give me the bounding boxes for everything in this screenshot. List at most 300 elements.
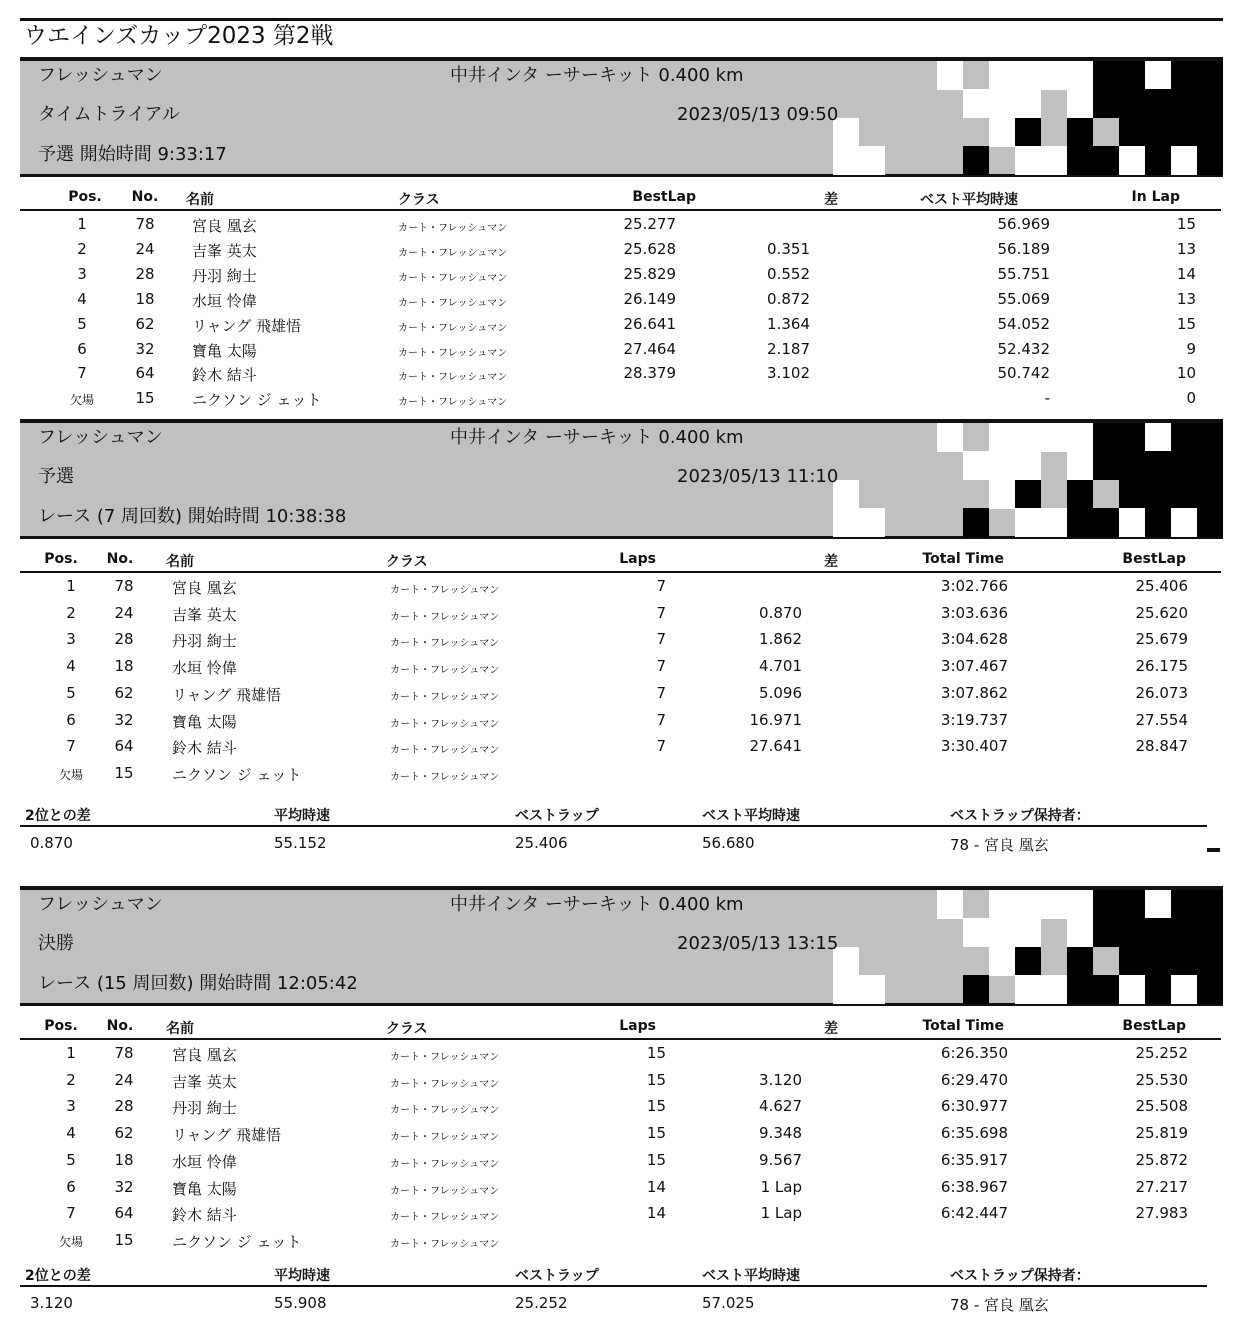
class-cell: カート・フレッシュマン — [390, 691, 500, 703]
number-cell: 28 — [114, 630, 134, 649]
table-row — [20, 362, 1221, 387]
summary-value: 56.680 — [702, 834, 755, 852]
gap-cell: 2.187 — [767, 339, 810, 358]
checker-square — [1145, 480, 1171, 509]
checker-square — [937, 890, 963, 919]
number-cell: 64 — [135, 364, 155, 383]
pos-cell: 1 — [77, 215, 87, 233]
col7-cell: 9 — [1186, 339, 1196, 358]
checker-square — [989, 480, 1015, 509]
column-header: No. — [106, 551, 134, 567]
table-row — [20, 762, 1221, 787]
column-header: クラス — [386, 554, 428, 570]
col4-cell: 7 — [656, 603, 666, 622]
checker-square — [1015, 61, 1041, 90]
checker-square — [1119, 947, 1145, 976]
checker-square — [989, 890, 1015, 919]
checker-square — [1041, 975, 1067, 1004]
checker-square — [1171, 118, 1197, 147]
table-row — [20, 313, 1221, 338]
summary-value: 55.152 — [274, 834, 327, 852]
table-row — [20, 735, 1221, 760]
checker-square — [937, 61, 963, 90]
checker-square — [1145, 508, 1171, 537]
column-header: BestLap — [632, 189, 696, 205]
number-cell: 24 — [114, 1070, 134, 1089]
pos-cell: 欠場 — [69, 393, 94, 408]
checker-square — [989, 947, 1015, 976]
class-cell: カート・フレッシュマン — [390, 1185, 500, 1197]
driver-name: リャング 飛雄悟 — [172, 685, 282, 704]
col6-cell: 3:04.628 — [940, 630, 1008, 649]
checker-square — [833, 508, 859, 537]
checker-square — [1015, 89, 1041, 118]
gap-cell: 1 Lap — [760, 1177, 802, 1196]
column-header: Pos. — [68, 189, 102, 205]
table-row — [20, 1149, 1221, 1174]
checker-square — [1093, 508, 1119, 537]
summary-values — [20, 832, 1207, 856]
summary-value: 78 - 宮良 凰玄 — [950, 836, 1049, 854]
summary-value: 25.406 — [515, 834, 568, 852]
checker-square — [1171, 918, 1197, 947]
gap-cell: 3.120 — [759, 1070, 802, 1089]
table-row — [20, 387, 1221, 412]
checker-square — [963, 975, 989, 1004]
summary-value: 55.908 — [274, 1294, 327, 1312]
checker-square — [1197, 975, 1223, 1004]
checker-square — [1093, 451, 1119, 480]
checker-square — [1145, 918, 1171, 947]
col6-cell: 55.751 — [997, 264, 1050, 283]
results-table-header — [20, 543, 1221, 573]
checker-square — [1145, 890, 1171, 919]
gap-cell: 16.971 — [749, 710, 802, 729]
pos-cell: 6 — [66, 710, 76, 729]
number-cell: 15 — [114, 763, 134, 782]
column-header: 差 — [824, 554, 838, 570]
col7-cell: 25.530 — [1135, 1070, 1188, 1089]
class-cell: カート・フレッシュマン — [398, 372, 508, 384]
checker-square — [1197, 451, 1223, 480]
gap-cell: 9.567 — [759, 1150, 802, 1169]
col6-cell: 3:02.766 — [940, 577, 1008, 595]
pos-cell: 5 — [77, 314, 87, 333]
summary-label: ベスト平均時速 — [702, 1268, 800, 1284]
col6-cell: 3:07.467 — [940, 657, 1008, 676]
number-cell: 15 — [135, 389, 155, 408]
col7-cell: 13 — [1176, 239, 1196, 258]
col6-cell: 6:29.470 — [940, 1070, 1008, 1089]
checker-square — [1197, 146, 1223, 175]
driver-name: 宮良 凰玄 — [192, 217, 257, 235]
col4-cell: 26.641 — [623, 314, 676, 333]
checker-square — [1145, 975, 1171, 1004]
checker-square — [1041, 61, 1067, 90]
pos-cell: 4 — [77, 289, 87, 308]
class-cell: カート・フレッシュマン — [398, 297, 508, 309]
summary-label: 平均時速 — [274, 1268, 330, 1284]
class-cell: カート・フレッシュマン — [390, 611, 500, 623]
column-header: クラス — [398, 192, 440, 208]
driver-name: 水垣 怜偉 — [172, 659, 237, 678]
col7-cell: 28.847 — [1135, 737, 1188, 756]
driver-name: 吉峯 英太 — [172, 1072, 237, 1091]
results-table-header — [20, 1010, 1221, 1040]
col7-cell: 25.252 — [1135, 1044, 1188, 1062]
table-row — [20, 1229, 1221, 1254]
checkered-flag-graphic — [807, 890, 1223, 1003]
col7-cell: 27.554 — [1135, 710, 1188, 729]
column-header: ベスト平均時速 — [920, 192, 1018, 208]
gap-cell: 0.870 — [759, 603, 802, 622]
class-cell: カート・フレッシュマン — [390, 1132, 500, 1144]
checker-square — [1041, 508, 1067, 537]
pos-cell: 6 — [66, 1177, 76, 1196]
checker-square — [1171, 480, 1197, 509]
summary-value: 0.870 — [30, 834, 73, 852]
class-cell: カート・フレッシュマン — [390, 1158, 500, 1170]
checker-square — [1067, 975, 1093, 1004]
col7-cell: 25.406 — [1135, 577, 1188, 595]
col7-cell: 27.983 — [1135, 1204, 1188, 1223]
pos-cell: 1 — [66, 1044, 76, 1062]
col4-cell: 15 — [646, 1150, 666, 1169]
checker-square — [1093, 975, 1119, 1004]
summary-label: 2位との差 — [25, 808, 91, 824]
number-cell: 18 — [114, 657, 134, 676]
checker-square — [1067, 508, 1093, 537]
col7-cell: 26.073 — [1135, 683, 1188, 702]
checker-square — [1145, 118, 1171, 147]
checker-square — [989, 918, 1015, 947]
gap-cell: 3.102 — [767, 364, 810, 383]
col6-cell: 54.052 — [997, 314, 1050, 333]
driver-name: 寶亀 太陽 — [192, 341, 257, 360]
checker-square — [1015, 975, 1041, 1004]
checker-square — [1171, 508, 1197, 537]
checker-square — [1041, 146, 1067, 175]
checker-square — [1067, 451, 1093, 480]
checker-square — [1067, 480, 1093, 509]
col6-cell: 6:35.698 — [940, 1124, 1008, 1143]
pos-cell: 4 — [66, 657, 76, 676]
col7-cell: 14 — [1176, 264, 1196, 283]
summary-label: ベストラップ — [515, 1268, 599, 1284]
class-cell: カート・フレッシュマン — [390, 1212, 500, 1224]
col4-cell: 7 — [656, 657, 666, 676]
checker-square — [1119, 890, 1145, 919]
checker-square — [1093, 61, 1119, 90]
class-name: フレッシュマン — [38, 894, 163, 915]
summary-label: ベストラップ保持者： — [950, 1268, 1090, 1284]
col4-cell: 15 — [646, 1070, 666, 1089]
checker-square — [1015, 947, 1041, 976]
checker-square — [833, 975, 859, 1004]
driver-name: ニクソン ジ ェット — [172, 1232, 302, 1251]
col6-cell: 3:03.636 — [940, 603, 1008, 622]
checker-square — [963, 918, 989, 947]
checker-square — [1067, 890, 1093, 919]
col6-cell: 6:30.977 — [940, 1097, 1008, 1116]
number-cell: 62 — [135, 314, 155, 333]
class-cell: カート・フレッシュマン — [390, 745, 500, 757]
col4-cell: 14 — [646, 1177, 666, 1196]
checker-square — [1041, 423, 1067, 452]
checker-square — [989, 451, 1015, 480]
checkered-flag-graphic — [807, 423, 1223, 536]
col7-cell: 0 — [1186, 389, 1196, 408]
summary-label: ベストラップ保持者： — [950, 808, 1090, 824]
pos-cell: 7 — [66, 1204, 76, 1223]
table-row — [20, 1202, 1221, 1227]
checker-square — [1041, 890, 1067, 919]
driver-name: 吉峯 英太 — [172, 605, 237, 624]
class-cell: カート・フレッシュマン — [398, 247, 508, 259]
session-banner — [20, 886, 1223, 1006]
session-start: レース (7 周回数) 開始時間 10:38:38 — [38, 506, 347, 527]
session-name: 決勝 — [38, 933, 74, 954]
checker-square — [1171, 146, 1197, 175]
col7-cell: 27.217 — [1135, 1177, 1188, 1196]
class-cell: カート・フレッシュマン — [390, 585, 500, 596]
table-row — [20, 682, 1221, 707]
driver-name: 鈴木 結斗 — [172, 739, 237, 758]
col4-cell: 15 — [646, 1044, 666, 1062]
summary-values — [20, 1292, 1207, 1316]
number-cell: 32 — [114, 1177, 134, 1196]
pos-cell: 3 — [66, 1097, 76, 1116]
col4-cell: 26.149 — [623, 289, 676, 308]
session-start: レース (15 周回数) 開始時間 12:05:42 — [38, 973, 358, 994]
checker-square — [1119, 118, 1145, 147]
number-cell: 32 — [135, 339, 155, 358]
checker-square — [1197, 947, 1223, 976]
column-header: Pos. — [44, 1018, 78, 1034]
number-cell: 15 — [114, 1230, 134, 1249]
column-header: 名前 — [186, 192, 214, 208]
number-cell: 18 — [135, 289, 155, 308]
summary-label: ベストラップ — [515, 808, 599, 824]
class-name: フレッシュマン — [38, 65, 163, 86]
number-cell: 78 — [114, 577, 134, 595]
driver-name: 寶亀 太陽 — [172, 712, 237, 731]
checker-square — [1119, 918, 1145, 947]
number-cell: 24 — [135, 239, 155, 258]
class-cell: カート・フレッシュマン — [398, 397, 508, 409]
gap-cell: 0.552 — [767, 264, 810, 283]
checker-square — [1015, 480, 1041, 509]
gap-cell: 4.701 — [759, 657, 802, 676]
col6-cell: 3:30.407 — [940, 737, 1008, 756]
checker-square — [1067, 146, 1093, 175]
table-row — [20, 338, 1221, 363]
summary-label: 2位との差 — [25, 1268, 91, 1284]
class-cell: カート・フレッシュマン — [398, 272, 508, 284]
checker-square — [1197, 423, 1223, 452]
column-header: 名前 — [166, 1021, 194, 1037]
pos-cell: 2 — [77, 239, 87, 258]
gap-cell: 1 Lap — [760, 1204, 802, 1223]
pos-cell: 4 — [66, 1124, 76, 1143]
checker-square — [1145, 947, 1171, 976]
driver-name: ニクソン ジ ェット — [192, 391, 322, 410]
col7-cell: 15 — [1176, 215, 1196, 233]
checker-square — [963, 89, 989, 118]
col4-cell: 15 — [646, 1097, 666, 1116]
checker-square — [1067, 89, 1093, 118]
number-cell: 78 — [114, 1044, 134, 1062]
class-name: フレッシュマン — [38, 427, 163, 448]
column-header: BestLap — [1122, 1018, 1186, 1034]
checker-square — [1197, 890, 1223, 919]
checker-square — [1197, 118, 1223, 147]
col4-cell: 27.464 — [623, 339, 676, 358]
class-cell: カート・フレッシュマン — [390, 665, 500, 677]
checker-square — [1171, 451, 1197, 480]
checker-square — [1197, 918, 1223, 947]
circuit-name: 中井インタ ーサーキット 0.400 km — [450, 427, 744, 448]
driver-name: ニクソン ジ ェット — [172, 765, 302, 784]
table-row — [20, 1122, 1221, 1147]
col6-cell: 56.189 — [997, 239, 1050, 258]
table-row — [20, 263, 1221, 288]
driver-name: リャング 飛雄悟 — [192, 316, 302, 335]
col6-cell: - — [1044, 389, 1050, 408]
results-table-header — [20, 181, 1221, 211]
checker-square — [1171, 423, 1197, 452]
table-row — [20, 575, 1221, 600]
column-header: In Lap — [1131, 189, 1180, 205]
column-header: No. — [106, 1018, 134, 1034]
gap-cell: 27.641 — [749, 737, 802, 756]
pos-cell: 7 — [77, 364, 87, 383]
checker-square — [963, 508, 989, 537]
checker-square — [1015, 118, 1041, 147]
pos-cell: 1 — [66, 577, 76, 595]
column-header: 差 — [824, 192, 838, 208]
checker-square — [1067, 918, 1093, 947]
document-title: ウエインズカップ2023 第2戦 — [24, 23, 334, 49]
number-cell: 28 — [114, 1097, 134, 1116]
checker-square — [1171, 61, 1197, 90]
checker-square — [1145, 451, 1171, 480]
table-row — [20, 1095, 1221, 1120]
column-header: No. — [131, 189, 159, 205]
checker-square — [1119, 89, 1145, 118]
class-cell: カート・フレッシュマン — [390, 1052, 500, 1063]
checker-square — [859, 508, 885, 537]
driver-name: 宮良 凰玄 — [172, 579, 237, 597]
col4-cell: 14 — [646, 1204, 666, 1223]
circuit-name: 中井インタ ーサーキット 0.400 km — [450, 894, 744, 915]
checker-square — [1171, 89, 1197, 118]
checker-square — [1145, 89, 1171, 118]
checker-square — [989, 61, 1015, 90]
table-row — [20, 628, 1221, 653]
col6-cell: 6:26.350 — [940, 1044, 1008, 1062]
class-cell: カート・フレッシュマン — [390, 1105, 500, 1117]
col7-cell: 10 — [1176, 364, 1196, 383]
checker-square — [1015, 423, 1041, 452]
class-cell: カート・フレッシュマン — [390, 638, 500, 650]
checker-square — [1145, 423, 1171, 452]
gap-cell: 1.364 — [767, 314, 810, 333]
checker-square — [937, 423, 963, 452]
col4-cell: 7 — [656, 577, 666, 595]
col6-cell: 6:35.917 — [940, 1150, 1008, 1169]
checker-square — [1119, 480, 1145, 509]
session-start: 予選 開始時間 9:33:17 — [38, 144, 227, 165]
number-cell: 64 — [114, 1204, 134, 1223]
col4-cell: 7 — [656, 683, 666, 702]
driver-name: リャング 飛雄悟 — [172, 1126, 282, 1145]
number-cell: 28 — [135, 264, 155, 283]
column-header: Laps — [619, 551, 656, 567]
col6-cell: 50.742 — [997, 364, 1050, 383]
column-header: クラス — [386, 1021, 428, 1037]
col7-cell: 15 — [1176, 314, 1196, 333]
class-cell: カート・フレッシュマン — [398, 223, 508, 234]
summary-value: 3.120 — [30, 1294, 73, 1312]
number-cell: 62 — [114, 1124, 134, 1143]
col6-cell: 52.432 — [997, 339, 1050, 358]
checker-square — [1067, 423, 1093, 452]
checker-square — [1119, 451, 1145, 480]
column-header: Total Time — [922, 551, 1004, 567]
col7-cell: 25.508 — [1135, 1097, 1188, 1116]
table-row — [20, 1069, 1221, 1094]
summary-header — [20, 1263, 1207, 1287]
col4-cell: 25.829 — [623, 264, 676, 283]
checker-square — [1015, 508, 1041, 537]
checker-square — [1171, 890, 1197, 919]
checker-square — [1197, 480, 1223, 509]
driver-name: 丹羽 絢士 — [192, 266, 257, 285]
checker-square — [859, 975, 885, 1004]
checker-square — [1145, 146, 1171, 175]
class-cell: カート・フレッシュマン — [398, 347, 508, 359]
number-cell: 78 — [135, 215, 155, 233]
pos-cell: 2 — [66, 1070, 76, 1089]
number-cell: 32 — [114, 710, 134, 729]
summary-label: ベスト平均時速 — [702, 808, 800, 824]
checker-square — [1067, 947, 1093, 976]
circuit-name: 中井インタ ーサーキット 0.400 km — [450, 65, 744, 86]
table-row — [20, 288, 1221, 313]
checker-square — [833, 146, 859, 175]
checker-square — [963, 146, 989, 175]
class-cell: カート・フレッシュマン — [390, 1238, 500, 1250]
gap-cell: 0.351 — [767, 239, 810, 258]
col4-cell: 15 — [646, 1124, 666, 1143]
col6-cell: 6:42.447 — [940, 1204, 1008, 1223]
checker-square — [1015, 890, 1041, 919]
session-banner — [20, 57, 1223, 177]
checker-square — [859, 146, 885, 175]
checker-square — [1119, 146, 1145, 175]
checker-square — [1119, 423, 1145, 452]
checker-square — [989, 423, 1015, 452]
checker-square — [989, 118, 1015, 147]
checker-square — [963, 451, 989, 480]
col7-cell: 25.872 — [1135, 1150, 1188, 1169]
number-cell: 18 — [114, 1150, 134, 1169]
pos-cell: 2 — [66, 603, 76, 622]
session-datetime: 2023/05/13 11:10 — [677, 466, 839, 487]
col4-cell: 7 — [656, 710, 666, 729]
pos-cell: 6 — [77, 339, 87, 358]
